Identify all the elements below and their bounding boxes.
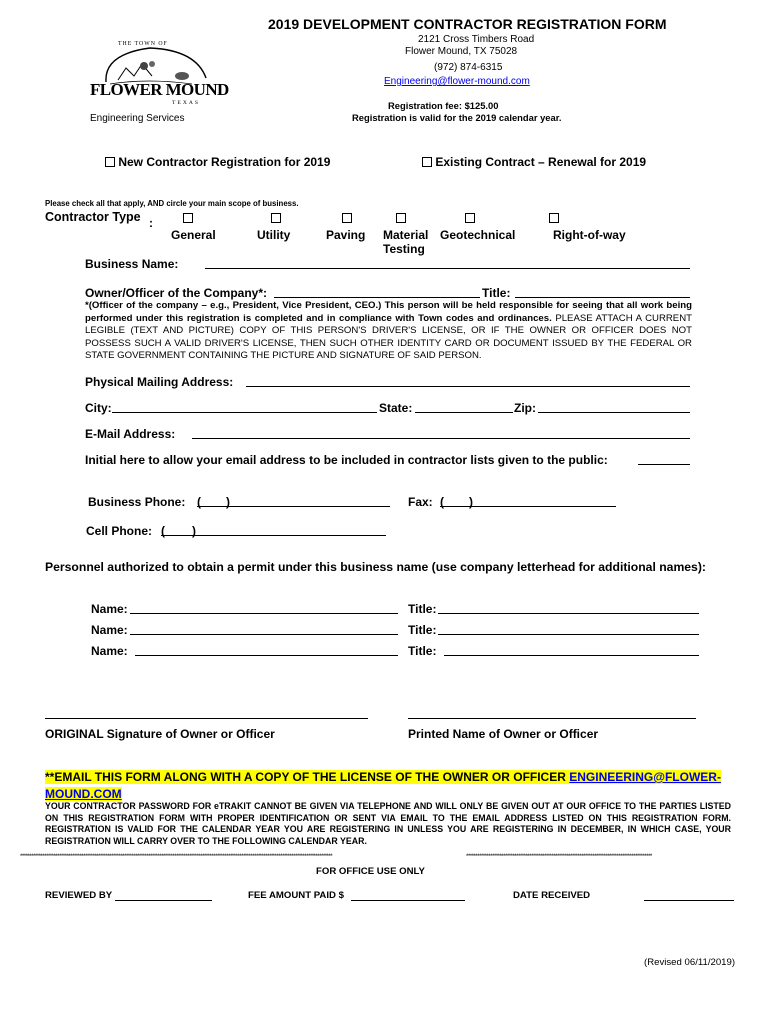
mailing-address-field[interactable] (246, 386, 690, 387)
initial-consent-field[interactable] (638, 464, 690, 465)
personnel-title-field-2[interactable] (438, 634, 699, 635)
business-phone-field[interactable] (197, 506, 390, 507)
email-address-field[interactable] (192, 438, 690, 439)
business-phone-paren-close: ) (226, 495, 230, 509)
renewal-checkbox[interactable] (422, 157, 432, 167)
personnel-title-field-3[interactable] (444, 655, 699, 656)
owner-title-field[interactable] (515, 297, 690, 298)
option-material-testing-label: Material Testing (383, 228, 429, 256)
printed-name-field[interactable] (408, 718, 696, 719)
officer-note-bold: *(Officer of the company – e.g., President, Vice President, CEO.) This person will be held responsible for seeing that all work being performed under this registration is completed and in compliance with Town codes and ordinances. (85, 300, 692, 324)
signature-label: ORIGINAL Signature of Owner or Officer (45, 727, 275, 741)
owner-title-label: Title: (482, 286, 511, 300)
cell-phone-label: Cell Phone: (86, 524, 153, 538)
personnel-title-label-2: Title: (408, 623, 437, 637)
cell-phone-field[interactable] (161, 535, 386, 536)
email-address-label: E-Mail Address: (85, 427, 176, 441)
right-of-way-checkbox[interactable] (549, 213, 559, 223)
business-name-field[interactable] (205, 268, 690, 269)
personnel-title-label-3: Title: (408, 644, 437, 658)
option-right-of-way-label: Right-of-way (553, 228, 626, 242)
zip-field[interactable] (538, 412, 690, 413)
officer-responsibility-note (85, 300, 692, 363)
option-geotechnical-label: Geotechnical (440, 228, 516, 242)
mailing-address-label: Physical Mailing Address: (85, 375, 234, 389)
fax-field[interactable] (440, 506, 616, 507)
contractor-type-colon: : (149, 216, 153, 230)
personnel-title-label-1: Title: (408, 602, 437, 616)
fax-label: Fax: (408, 495, 433, 509)
geotechnical-checkbox[interactable] (465, 213, 475, 223)
form-title: 2019 DEVELOPMENT CONTRACTOR REGISTRATION FORM (268, 16, 667, 32)
general-checkbox[interactable] (183, 213, 193, 223)
cell-phone-paren-close: ) (192, 524, 196, 538)
officer-note-rest: PLEASE ATTACH A CURRENT LEGIBLE (TEXT AND PICTURE) COPY OF THIS PERSON'S DRIVER'S LICENSE, OR IF THE OWNER OR OFFICER DOES NOT POSSESS SUCH A VALID DRIVER'S LICENSE, THEN SUCH OTHER IDENTITY CARD OR DOCUMENT ISSUED BY THE FEDERAL OR STATE GOVERNMENT CONTAINING THE PICTURE AND SIGNATURE OF SAID PERSON. (85, 312, 692, 362)
logo-top-text: THE TOWN OF (118, 41, 168, 47)
office-use-heading: FOR OFFICE USE ONLY (316, 866, 425, 877)
address-line-1: 2121 Cross Timbers Road (418, 34, 535, 45)
fax-paren-open: ( (440, 495, 444, 509)
business-phone-label: Business Phone: (88, 495, 186, 509)
logo-town-name: FLOWER MOUND (90, 80, 229, 99)
personnel-name-label-1: Name: (91, 602, 128, 616)
registration-fee: Registration fee: $125.00 (388, 100, 499, 111)
personnel-name-field-2[interactable] (130, 634, 398, 635)
fee-amount-label: FEE AMOUNT PAID $ (248, 890, 344, 901)
personnel-heading: Personnel authorized to obtain a permit under this business name (use company letterhead for additional names): (45, 560, 706, 574)
state-label: State: (379, 401, 413, 415)
email-address-link-part2[interactable]: MOUND.COM (45, 787, 122, 801)
new-registration-checkbox[interactable] (105, 157, 115, 167)
date-received-label: DATE RECEIVED (513, 890, 591, 901)
option-paving-label: Paving (326, 228, 366, 242)
email-instruction-line-2 (45, 786, 122, 802)
personnel-name-label-2: Name: (91, 623, 128, 637)
fax-paren-close: ) (469, 495, 473, 509)
contractor-type-instruction: Please check all that apply, AND circle your main scope of business. (45, 199, 299, 208)
separator-stars-right: **************************************************************************************************** (466, 853, 652, 860)
registration-validity: Registration is valid for the 2019 calendar year. (352, 112, 562, 123)
printed-name-label: Printed Name of Owner or Officer (408, 727, 599, 741)
personnel-name-field-1[interactable] (130, 613, 398, 614)
new-registration-label: New Contractor Registration for 2019 (118, 155, 331, 169)
option-utility-label: Utility (257, 228, 291, 242)
logo-state: TEXAS (172, 100, 201, 106)
personnel-title-field-1[interactable] (438, 613, 699, 614)
address-line-2: Flower Mound, TX 75028 (405, 46, 518, 57)
business-name-label: Business Name: (85, 257, 179, 271)
town-logo (88, 41, 229, 112)
department-name: Engineering Services (90, 113, 185, 124)
zip-label: Zip: (514, 401, 536, 415)
email-instruction (45, 769, 721, 786)
material-testing-checkbox[interactable] (396, 213, 406, 223)
renewal-label: Existing Contract – Renewal for 2019 (435, 155, 647, 169)
revision-date: (Revised 06/11/2019) (644, 957, 736, 968)
personnel-name-field-3[interactable] (135, 655, 398, 656)
city-label: City: (85, 401, 112, 415)
cell-phone-paren-open: ( (161, 524, 165, 538)
reviewed-by-label: REVIEWED BY (45, 890, 113, 901)
new-registration-option[interactable] (105, 155, 330, 169)
paving-checkbox[interactable] (342, 213, 352, 223)
phone-number: (972) 874-6315 (434, 62, 503, 73)
fee-amount-field[interactable] (351, 900, 465, 901)
owner-officer-label: Owner/Officer of the Company*: (85, 286, 268, 300)
initial-consent-label: Initial here to allow your email address to be included in contractor lists given to the public: (85, 453, 608, 467)
separator-stars-left: ************************************************************************************************************************************************************************ (20, 853, 333, 860)
utility-checkbox[interactable] (271, 213, 281, 223)
city-field[interactable] (112, 412, 377, 413)
engineering-email-link[interactable]: Engineering@flower-mound.com (384, 76, 530, 87)
renewal-registration-option[interactable] (422, 155, 646, 169)
option-general-label: General (171, 228, 216, 242)
personnel-name-label-3: Name: (91, 644, 128, 658)
owner-officer-field[interactable] (274, 297, 480, 298)
email-instruction-text: **EMAIL THIS FORM ALONG WITH A COPY OF THE LICENSE OF THE OWNER OR OFFICER (45, 770, 566, 784)
reviewed-by-field[interactable] (115, 900, 212, 901)
state-field[interactable] (415, 412, 513, 413)
password-notice: YOUR CONTRACTOR PASSWORD FOR eTRAKIT CANNOT BE GIVEN VIA TELEPHONE AND WILL ONLY BE GIVEN OUT AT OUR OFFICE TO THE PARTIES LISTED ON THIS REGISTRATION FORM WITH PROPER IDENTIFICATION OR SENT VIA EMAIL TO THE EMAIL ADDRESS LISTED ON THIS REGISTRATION FORM. REGISTRATION IS VALID FOR THE CALENDAR YEAR YOU ARE REGISTERING IN UNLESS YOU ARE REGISTERING IN DECEMBER, IN WHICH CASE, YOUR REGISTRATION WILL CARRY OVER TO THE FOLLOWING CALENDAR YEAR. (45, 801, 731, 846)
contractor-type-label: Contractor Type (45, 210, 141, 224)
owner-signature-field[interactable] (45, 718, 368, 719)
business-phone-paren-open: ( (197, 495, 201, 509)
date-received-field[interactable] (644, 900, 734, 901)
email-address-link-part1[interactable]: ENGINEERING@FLOWER- (569, 770, 721, 784)
